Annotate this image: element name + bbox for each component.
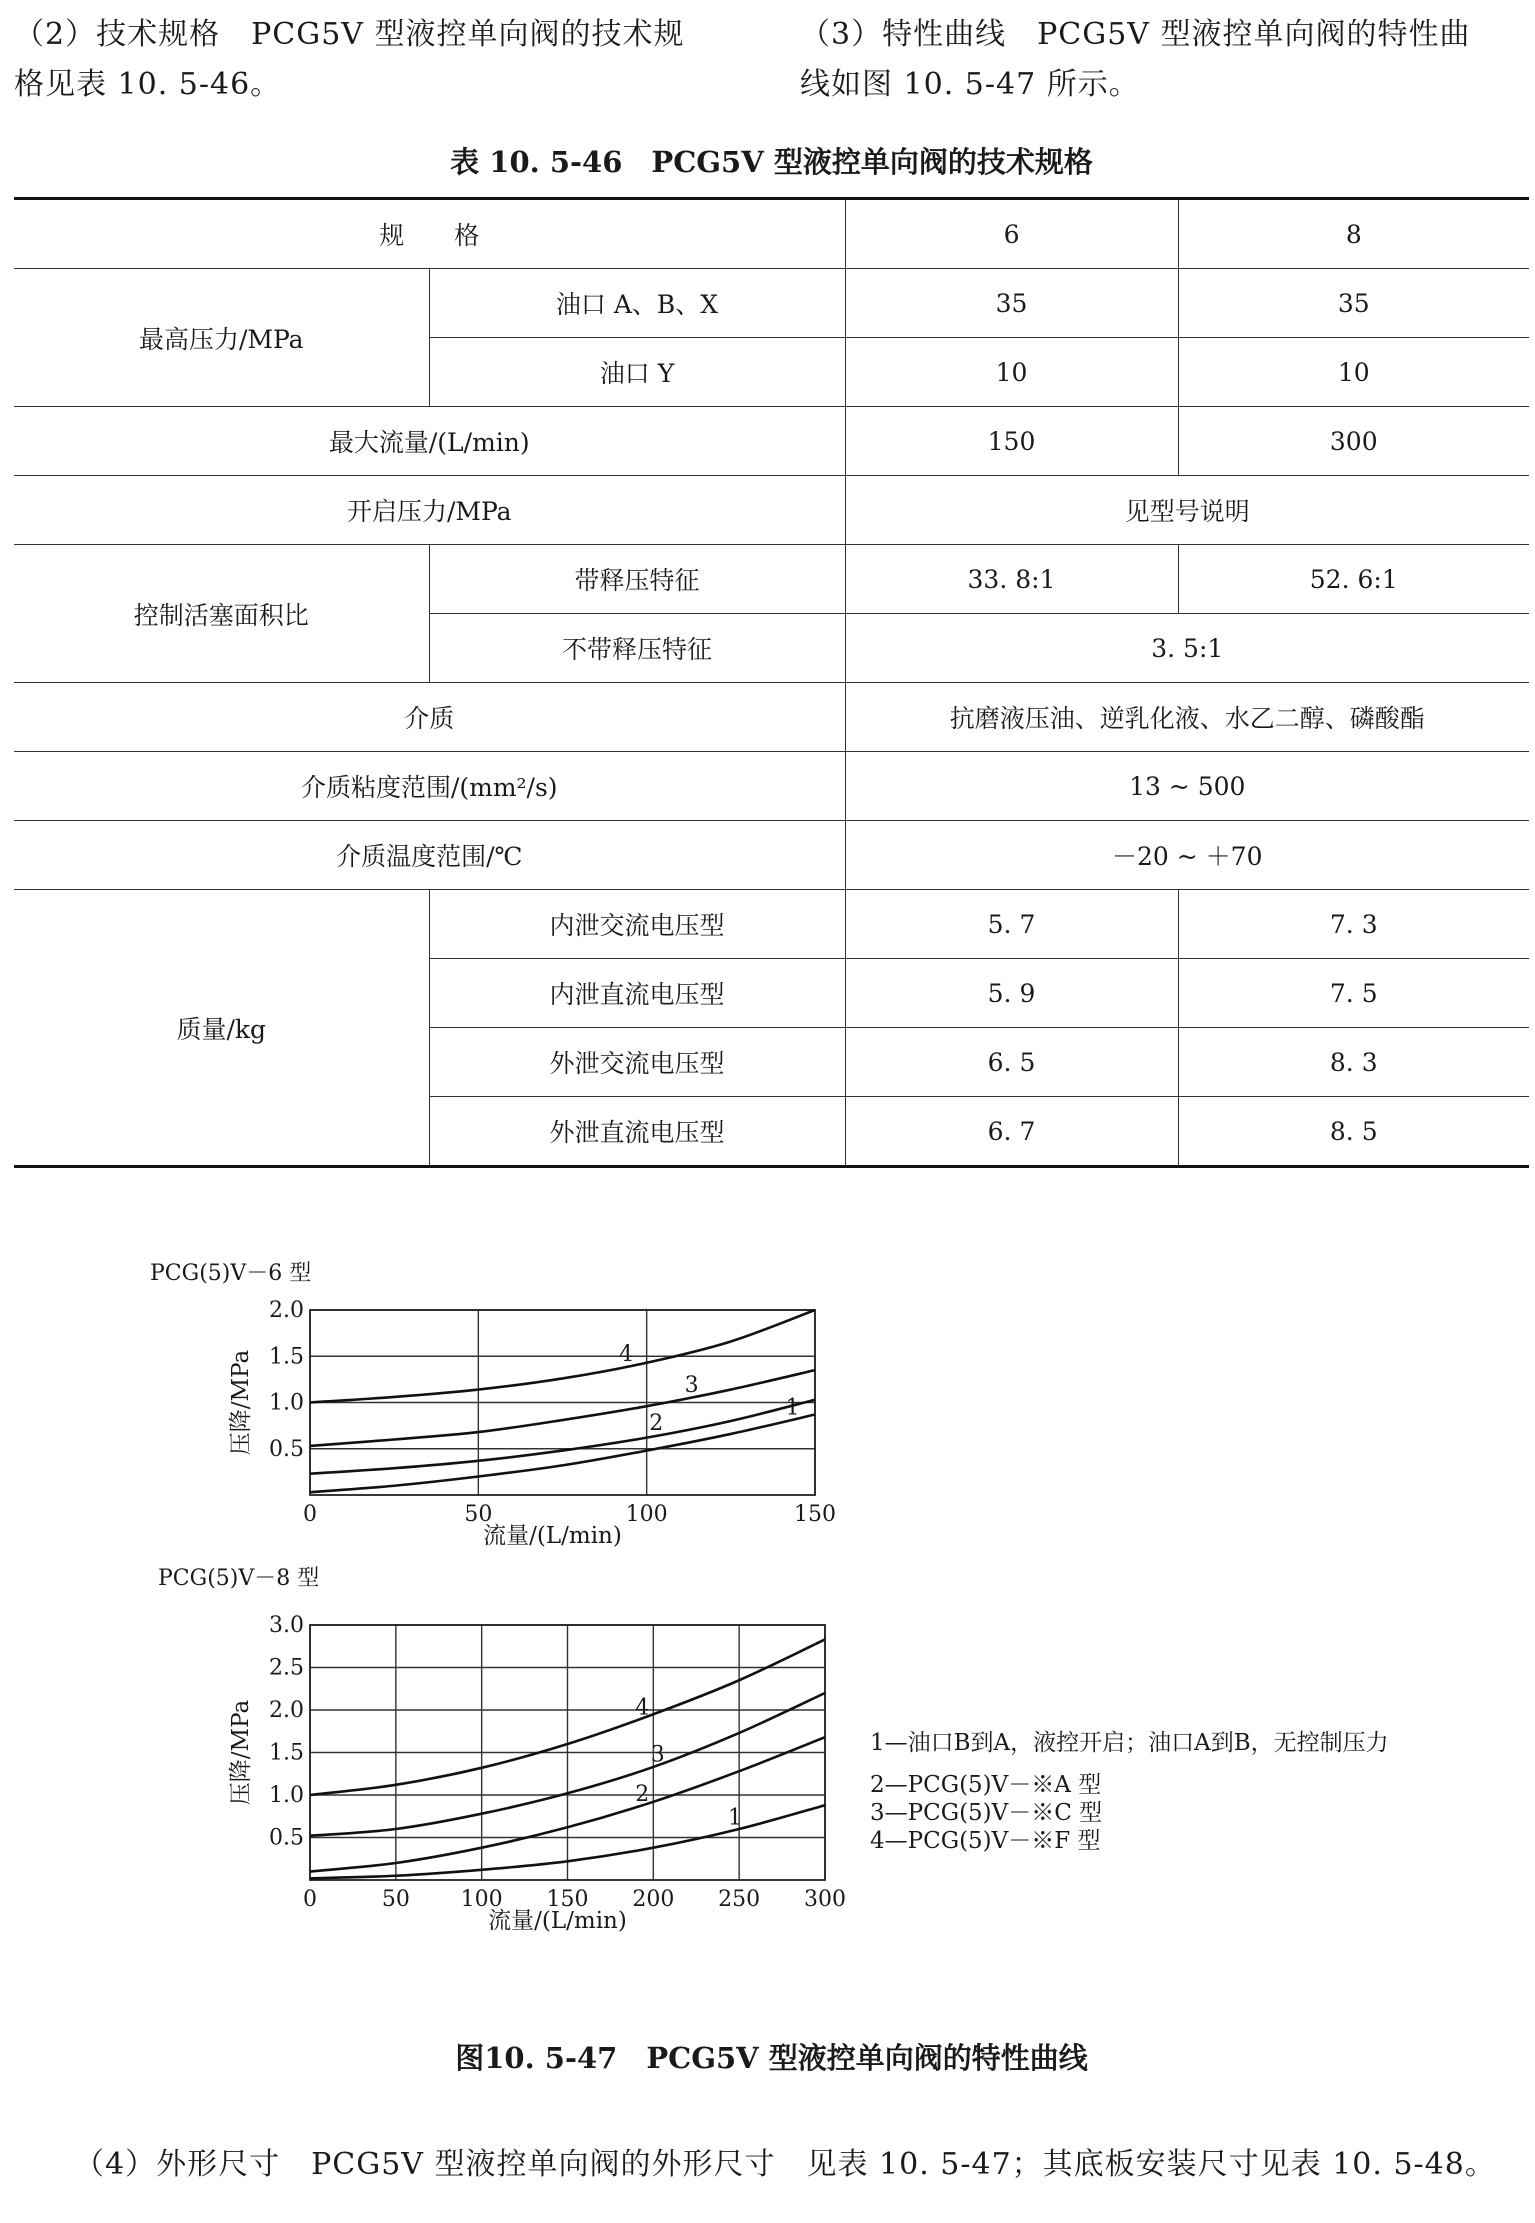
intro-right: [800, 10, 1530, 110]
cell: 8. 3: [1178, 1028, 1529, 1097]
y-tick-label: 2.0: [269, 1298, 304, 1323]
table-row: [14, 545, 1529, 614]
series-label-1: 1: [728, 1805, 742, 1831]
table-row: [14, 476, 1529, 545]
intro-right-line2: 线如图 10. 5-47 所示。: [800, 67, 1140, 102]
figure-caption: 图10. 5-47 PCG5V 型液控单向阀的特性曲线: [455, 2041, 1088, 2075]
x-tick-label: 100: [625, 1502, 668, 1527]
cell: 10: [845, 338, 1178, 407]
y-tick-label: 2.0: [269, 1698, 304, 1723]
header-6: 6: [845, 199, 1178, 269]
chart-pcg5v-8: [158, 1566, 846, 1934]
y-tick-label: 0.5: [269, 1436, 304, 1462]
temperature-label: 介质温度范围/℃: [14, 821, 845, 890]
cell: 3. 5:1: [845, 614, 1529, 683]
cell: 150: [845, 407, 1178, 476]
x-tick-label: 50: [464, 1502, 493, 1527]
intro-right-line1: （3）特性曲线 PCG5V 型液控单向阀的特性曲: [800, 17, 1471, 52]
x-tick-label: 100: [460, 1887, 503, 1912]
cell: 5. 7: [845, 890, 1178, 959]
x-tick-label: 50: [381, 1887, 410, 1912]
characteristic-curves-figure: [0, 1230, 1535, 2030]
cell: 见型号说明: [845, 476, 1529, 545]
y-tick-label: 1.0: [269, 1390, 304, 1416]
cell: 52. 6:1: [1178, 545, 1529, 614]
cell: 不带释压特征: [429, 614, 845, 683]
header-label: 规 格: [14, 199, 845, 269]
x-tick-label: 200: [632, 1887, 675, 1912]
cell: 油口 A、B、X: [429, 269, 845, 338]
series-label-1: 1: [785, 1395, 800, 1421]
viscosity-label: 介质粘度范围/(mm²/s): [14, 752, 845, 821]
outro-paragraph: （4）外形尺寸 PCG5V 型液控单向阀的外形尺寸 见表 10. 5-47；其底板安装尺寸见表 10. 5-48。: [74, 2147, 1496, 2182]
series-label-4: 4: [619, 1342, 633, 1368]
legend-entry-1: 1—油口B到A，液控开启；油口A到B，无控制压力: [870, 1730, 1389, 1756]
max-flow-label: 最大流量/(L/min): [14, 407, 845, 476]
legend-entry-4: 4—PCG(5)V－※F 型: [870, 1828, 1101, 1854]
series-line-2: [310, 1400, 815, 1474]
table-row: [14, 890, 1529, 959]
medium-label: 介质: [14, 683, 845, 752]
y-tick-label: 1.0: [269, 1783, 304, 1808]
chart-title: PCG(5)V－6 型: [150, 1261, 312, 1286]
cell: 35: [1178, 269, 1529, 338]
series-line-3: [310, 1370, 815, 1446]
cell: 6. 7: [845, 1097, 1178, 1167]
open-pressure-label: 开启压力/MPa: [14, 476, 845, 545]
x-tick-label: 300: [804, 1887, 846, 1912]
spec-table: [14, 197, 1529, 1168]
x-tick-label: 150: [794, 1502, 836, 1527]
cell: －20 ~ ＋70: [845, 821, 1529, 890]
x-tick-label: 0: [303, 1887, 317, 1912]
y-tick-label: 2.5: [269, 1655, 304, 1681]
table-row: [14, 752, 1529, 821]
x-tick-label: 250: [718, 1887, 761, 1912]
chart-pcg5v-6: [150, 1261, 836, 1549]
cell: 抗磨液压油、逆乳化液、水乙二醇、磷酸酯: [845, 683, 1529, 752]
x-tick-label: 0: [303, 1502, 317, 1527]
intro-left-line2: 格见表 10. 5-46。: [14, 67, 282, 102]
intro-left: [14, 10, 754, 110]
y-axis-label: 压降/MPa: [228, 1349, 254, 1456]
x-axis-label: 流量/(L/min): [483, 1523, 622, 1549]
chart-legend: [870, 1730, 1389, 1854]
cell: 300: [1178, 407, 1529, 476]
intro-left-line1: （2）技术规格 PCG5V 型液控单向阀的技术规: [14, 17, 685, 52]
cell: 7. 5: [1178, 959, 1529, 1028]
cell: 外泄交流电压型: [429, 1028, 845, 1097]
table-row: [14, 269, 1529, 338]
cell: 内泄直流电压型: [429, 959, 845, 1028]
table-caption: 表 10. 5-46 PCG5V 型液控单向阀的技术规格: [450, 145, 1093, 179]
mass-label: 质量/kg: [14, 890, 429, 1167]
series-label-4: 4: [635, 1695, 650, 1721]
area-ratio-label: 控制活塞面积比: [14, 545, 429, 683]
cell: 6. 5: [845, 1028, 1178, 1097]
x-axis-label: 流量/(L/min): [488, 1908, 627, 1934]
cell: 内泄交流电压型: [429, 890, 845, 959]
table-row: [14, 407, 1529, 476]
cell: 带释压特征: [429, 545, 845, 614]
y-tick-label: 1.5: [269, 1344, 304, 1370]
cell: 8. 5: [1178, 1097, 1529, 1167]
y-axis-label: 压降/MPa: [228, 1699, 254, 1806]
legend-entry-3: 3—PCG(5)V－※C 型: [870, 1800, 1103, 1826]
series-label-3: 3: [650, 1742, 665, 1768]
series-label-2: 2: [635, 1781, 650, 1807]
cell: 油口 Y: [429, 338, 845, 407]
cell: 5. 9: [845, 959, 1178, 1028]
table-row: [14, 821, 1529, 890]
max-pressure-label: 最高压力/MPa: [14, 269, 429, 407]
series-label-3: 3: [684, 1372, 699, 1398]
table-row: [14, 199, 1529, 269]
chart-title: PCG(5)V－8 型: [158, 1566, 320, 1591]
legend-entry-2: 2—PCG(5)V－※A 型: [870, 1772, 1102, 1798]
series-label-2: 2: [649, 1411, 664, 1437]
cell: 外泄直流电压型: [429, 1097, 845, 1167]
table-row: [14, 683, 1529, 752]
cell: 10: [1178, 338, 1529, 407]
cell: 7. 3: [1178, 890, 1529, 959]
cell: 13 ~ 500: [845, 752, 1529, 821]
header-8: 8: [1178, 199, 1529, 269]
y-tick-label: 0.5: [269, 1825, 304, 1851]
y-tick-label: 1.5: [269, 1740, 304, 1766]
series-line-1: [310, 1415, 815, 1493]
cell: 33. 8:1: [845, 545, 1178, 614]
y-tick-label: 3.0: [269, 1613, 304, 1638]
x-tick-label: 150: [546, 1887, 589, 1912]
cell: 35: [845, 269, 1178, 338]
